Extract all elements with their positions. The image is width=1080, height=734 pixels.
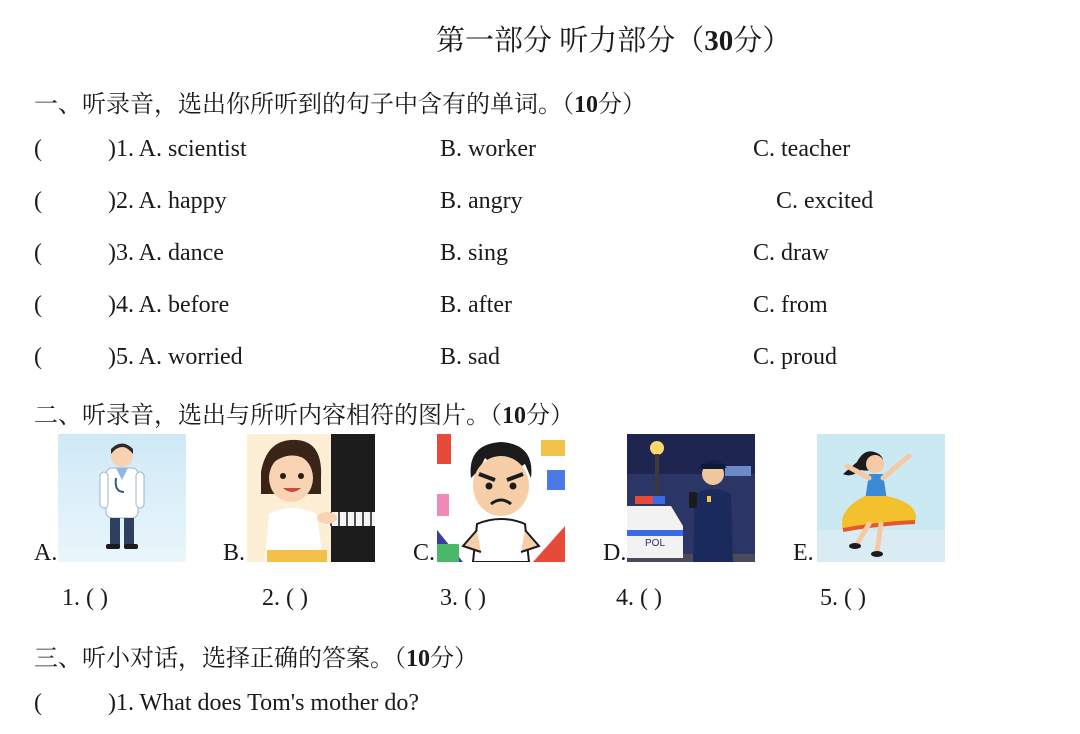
section-3-heading: 三、听小对话，选择正确的答案。（10分） — [34, 646, 478, 672]
picture-letter-b: B. — [223, 540, 246, 566]
question-2-option-b: B. angry — [440, 188, 523, 214]
question-4-option-c: C. from — [753, 292, 828, 318]
question-3-option-a: )3. A. dance — [108, 240, 224, 266]
doctor-icon — [58, 434, 186, 562]
question-5-option-a: )5. A. worried — [108, 344, 243, 370]
picture-letter-d: D. — [603, 540, 627, 566]
question-4-option-a: )4. A. before — [108, 292, 230, 318]
picture-letter-e: E. — [793, 540, 814, 566]
question-3-option-b: B. sing — [440, 240, 509, 266]
answer-paren[interactable]: ( — [34, 188, 42, 214]
answer-paren[interactable]: ( — [34, 240, 42, 266]
girl-piano-icon — [247, 434, 375, 562]
question-3-option-c: C. draw — [753, 240, 829, 266]
question-4-option-b: B. after — [440, 292, 512, 318]
answer-blank-1[interactable]: 1. ( ) — [62, 585, 108, 611]
section-1-heading: 一、听录音，选出你所听到的句子中含有的单词。（10分） — [34, 92, 646, 118]
answer-paren[interactable]: ( — [34, 136, 42, 162]
question-1-option-b: B. worker — [440, 136, 536, 162]
svg-text:POL: POL — [645, 538, 666, 549]
question-2-option-a: )2. A. happy — [108, 188, 227, 214]
police-officer-icon — [627, 434, 755, 562]
picture-letter-a: A. — [34, 540, 58, 566]
dancing-woman-icon — [817, 434, 945, 562]
answer-paren[interactable]: ( — [34, 344, 42, 370]
picture-letter-c: C. — [413, 540, 436, 566]
angry-boy-icon — [437, 434, 565, 562]
question-5-option-b: B. sad — [440, 344, 500, 370]
answer-paren[interactable]: ( — [34, 690, 42, 716]
answer-blank-3[interactable]: 3. ( ) — [440, 585, 486, 611]
answer-blank-4[interactable]: 4. ( ) — [616, 585, 662, 611]
answer-paren[interactable]: ( — [34, 292, 42, 318]
section-2-heading: 二、听录音，选出与所听内容相符的图片。（10分） — [34, 403, 574, 429]
question-5-option-c: C. proud — [753, 344, 837, 370]
part3-question-1: )1. What does Tom's mother do? — [108, 690, 420, 716]
question-1-option-c: C. teacher — [753, 136, 851, 162]
answer-blank-5[interactable]: 5. ( ) — [820, 585, 866, 611]
answer-blank-2[interactable]: 2. ( ) — [262, 585, 308, 611]
question-1-option-a: )1. A. scientist — [108, 136, 247, 162]
page-title: 第一部分 听力部分（30分） — [436, 25, 792, 57]
question-2-option-c: C. excited — [776, 188, 874, 214]
